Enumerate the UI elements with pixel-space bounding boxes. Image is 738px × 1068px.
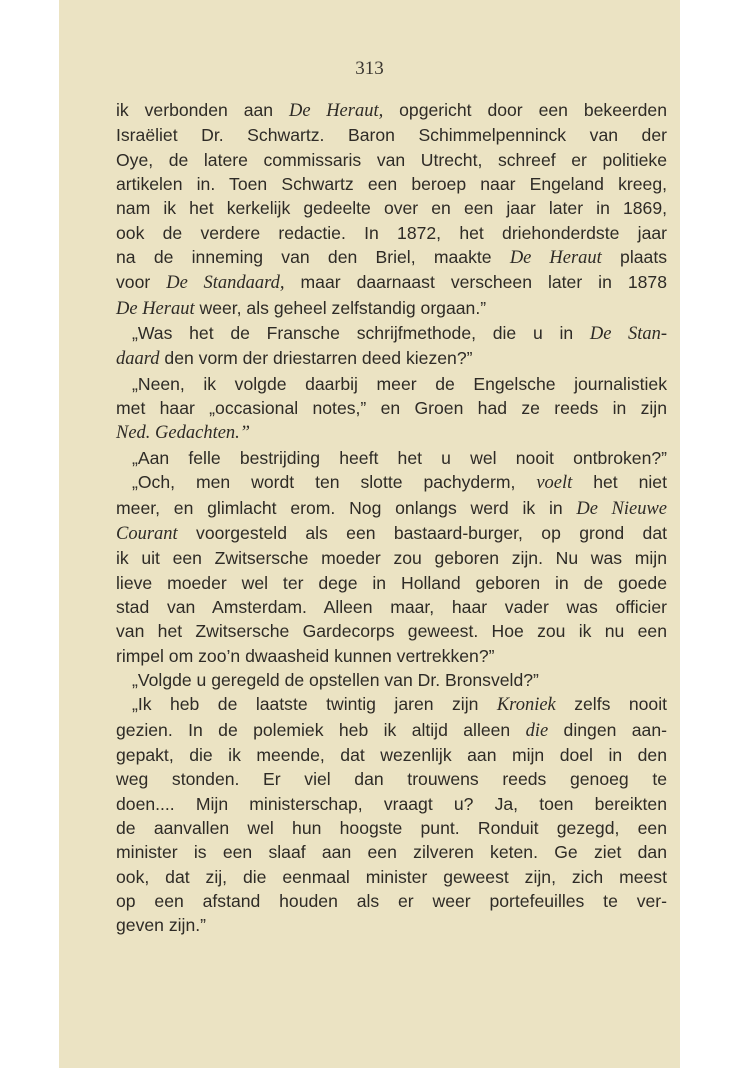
italic-text: De Heraut bbox=[509, 248, 602, 269]
text-line bbox=[116, 571, 667, 595]
text-run: de aanvallen wel hun hoogste punt. Ronduit gezegd, een bbox=[116, 817, 667, 838]
text-line bbox=[116, 296, 667, 321]
text-run: ook, dat zij, die eenmaal minister geweest zijn, zich meest bbox=[116, 866, 667, 887]
text-run: „Was het de Fransche schrijfmethode, die u in bbox=[132, 323, 590, 344]
text-line bbox=[116, 546, 667, 570]
text-run: ik uit een Zwitsersche moeder zou geboren zijn. Nu was mijn bbox=[116, 548, 667, 569]
body-text bbox=[116, 98, 667, 938]
text-run: „Volgde u geregeld de opstellen van Dr. Bronsveld?” bbox=[132, 669, 539, 690]
italic-text: De Heraut, bbox=[288, 101, 384, 121]
text-run: rimpel om zoo’n dwaasheid kunnen vertrekken?” bbox=[116, 645, 495, 666]
text-run: nam ik het kerkelijk gedeelte over en een jaar later in 1869, bbox=[116, 198, 667, 219]
text-line bbox=[116, 470, 667, 495]
text-line bbox=[116, 913, 667, 937]
text-run: voorgesteld als een bastaard-burger, op grond dat bbox=[177, 522, 667, 543]
text-line bbox=[116, 816, 667, 840]
text-line bbox=[116, 496, 667, 521]
text-line bbox=[116, 346, 667, 371]
text-run: lieve moeder wel ter dege in Holland geboren in de goede bbox=[116, 572, 667, 593]
text-line bbox=[116, 692, 667, 717]
page-number: 313 bbox=[355, 58, 384, 79]
text-line bbox=[116, 123, 667, 147]
italic-text: De Heraut bbox=[116, 298, 195, 319]
text-line bbox=[116, 321, 667, 346]
text-line bbox=[116, 644, 667, 668]
text-run: op een afstand houden als er weer portefeuilles te ver- bbox=[116, 891, 667, 911]
text-line bbox=[116, 196, 667, 220]
italic-text: Ned. Gedachten.” bbox=[116, 423, 251, 444]
text-line bbox=[116, 840, 667, 864]
text-line bbox=[116, 595, 667, 619]
text-run: minister is een slaaf aan een zilveren keten. Ge ziet dan bbox=[116, 842, 667, 863]
text-run: na de inneming van den Briel, maakte bbox=[116, 247, 510, 268]
text-line bbox=[116, 98, 667, 123]
text-run: „Aan felle bestrijding heeft het u wel nooit ontbroken?” bbox=[132, 447, 667, 468]
text-line bbox=[116, 865, 667, 889]
text-line bbox=[116, 396, 667, 420]
italic-text: voelt bbox=[536, 473, 573, 494]
text-run: met haar „occasional notes,” en Groen had ze reeds in zijn bbox=[116, 398, 667, 419]
text-run: artikelen in. Toen Schwartz een beroep naar Engeland kreeg, bbox=[116, 174, 667, 195]
text-run: weg stonden. Er viel dan trouwens reeds genoeg te bbox=[116, 769, 667, 790]
text-line bbox=[116, 270, 667, 295]
text-line bbox=[116, 148, 667, 172]
text-line bbox=[116, 619, 667, 643]
text-line bbox=[116, 420, 667, 445]
text-run: den vorm der driestarren deed kiezen?” bbox=[159, 348, 473, 369]
italic-text: De Stan- bbox=[589, 324, 668, 345]
text-run: plaats bbox=[601, 247, 667, 268]
text-line bbox=[116, 372, 667, 396]
text-run: ook de verdere redactie. In 1872, het driehonderdste jaar bbox=[116, 222, 667, 243]
book-page bbox=[59, 0, 680, 1068]
text-line bbox=[116, 792, 667, 816]
italic-text: Courant bbox=[116, 523, 178, 544]
italic-text: daard bbox=[116, 349, 160, 370]
text-line bbox=[116, 718, 667, 743]
text-run: geven zijn.” bbox=[116, 915, 206, 936]
text-run: van het Zwitsersche Gardecorps geweest. Hoe zou ik nu een bbox=[116, 621, 667, 642]
text-run: voor bbox=[116, 272, 167, 293]
text-run: opgericht door een bekeerden bbox=[383, 100, 667, 120]
text-run: gepakt, die ik meende, dat wezenlijk aan mijn doel in den bbox=[116, 744, 667, 765]
text-run: gezien. In de polemiek heb ik altijd alleen bbox=[116, 719, 526, 740]
italic-text: Kroniek bbox=[496, 695, 556, 716]
text-line bbox=[116, 767, 667, 791]
text-line bbox=[116, 668, 667, 692]
text-run: Oye, de latere commissaris van Utrecht, schreef er politieke bbox=[116, 149, 667, 170]
text-line bbox=[116, 889, 667, 913]
text-run: stad van Amsterdam. Alleen maar, haar vader was officier bbox=[116, 596, 667, 617]
text-line bbox=[116, 221, 667, 245]
text-run: weer, als geheel zelfstandig orgaan.” bbox=[194, 297, 487, 318]
text-run: dingen aan- bbox=[548, 719, 667, 740]
text-line bbox=[116, 743, 667, 767]
italic-text: De Nieuwe bbox=[576, 498, 667, 519]
text-run: maar daarnaast verscheen later in 1878 bbox=[284, 272, 667, 293]
text-run: zelfs nooit bbox=[555, 694, 667, 715]
text-run: „Och, men wordt ten slotte pachyderm, bbox=[132, 472, 537, 493]
text-line bbox=[116, 245, 667, 270]
italic-text: die bbox=[525, 720, 549, 741]
text-run: Israëliet Dr. Schwartz. Baron Schimmelpenninck van der bbox=[116, 125, 667, 146]
text-line bbox=[116, 446, 667, 470]
text-run: het niet bbox=[572, 472, 667, 493]
text-run: meer, en glimlacht erom. Nog onlangs werd ik in bbox=[116, 497, 577, 518]
text-run: ik verbonden aan bbox=[116, 100, 289, 120]
text-line bbox=[116, 521, 667, 546]
text-run: „Ik heb de laatste twintig jaren zijn bbox=[132, 694, 497, 715]
italic-text: De Standaard, bbox=[166, 273, 285, 294]
text-run: doen.... Mijn ministerschap, vraagt u? Ja, toen bereikten bbox=[116, 793, 667, 814]
text-run: „Neen, ik volgde daarbij meer de Engelsche journalistiek bbox=[132, 373, 667, 394]
text-line bbox=[116, 172, 667, 196]
